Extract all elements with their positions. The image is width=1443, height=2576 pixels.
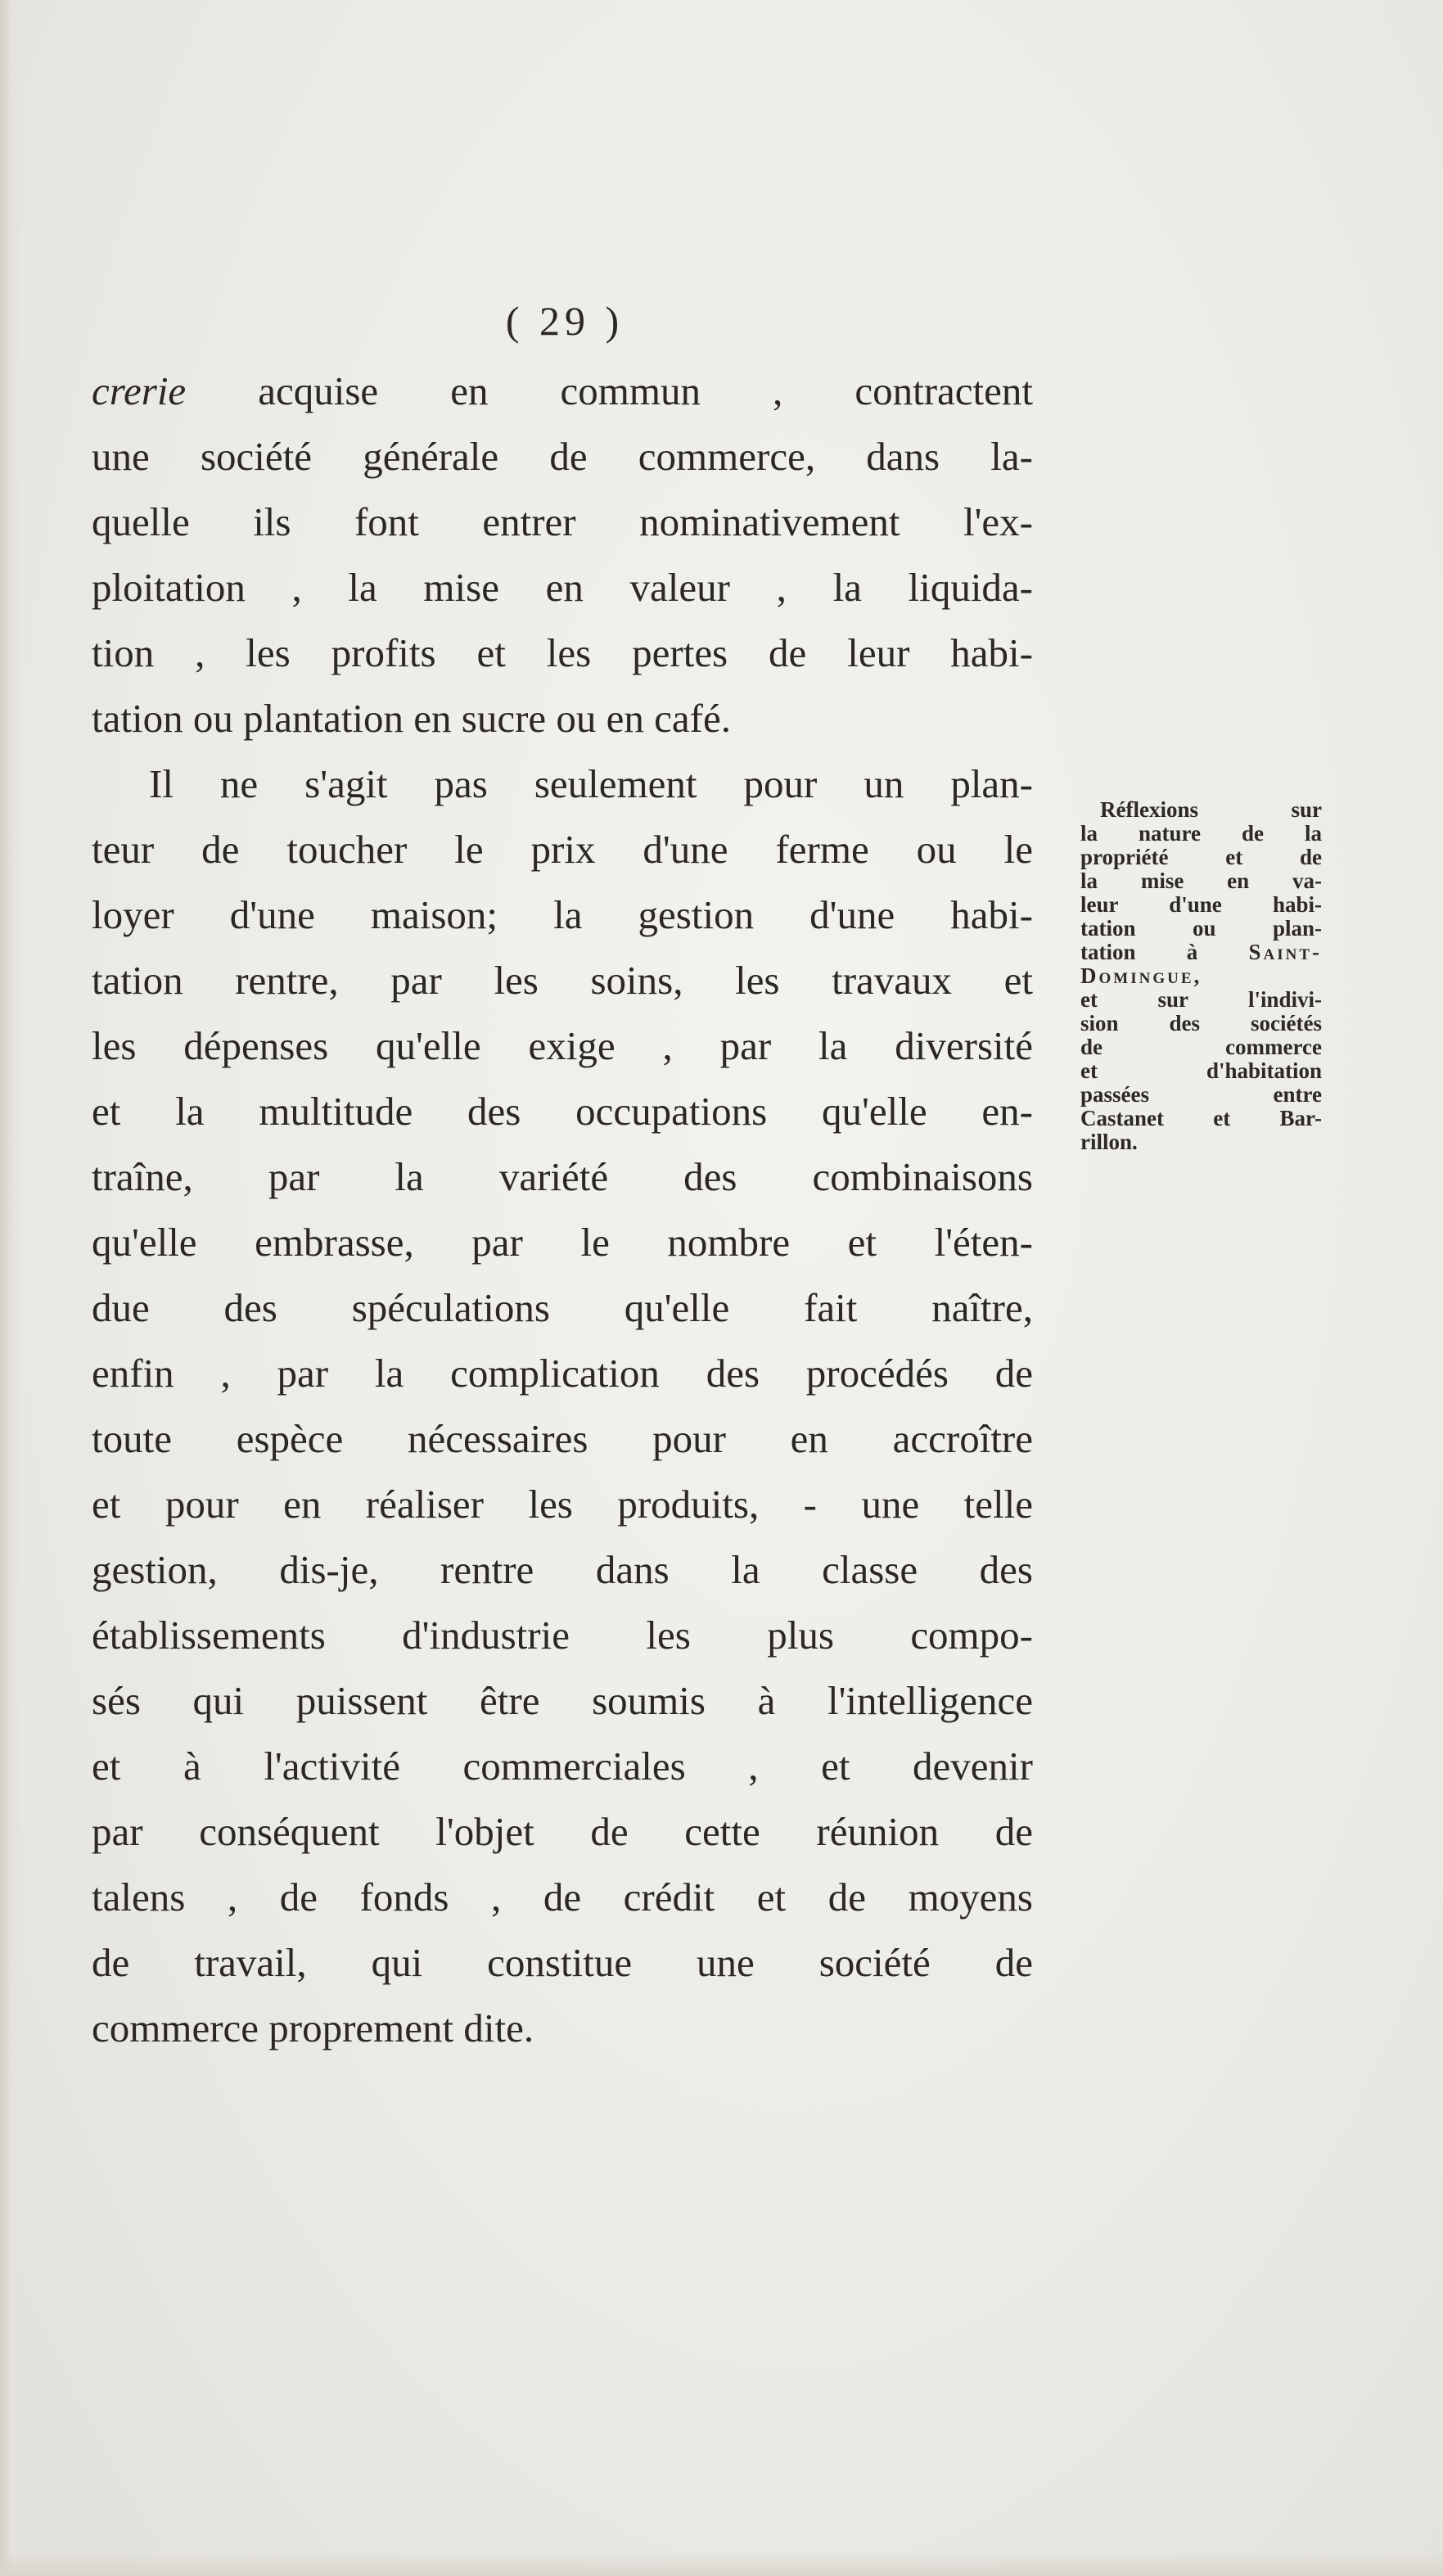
margin-note-line: tation ou plan- [1080, 916, 1322, 941]
page-number: ( 29 ) [505, 298, 625, 344]
margin-note-line-domingue [1080, 964, 1322, 988]
text-line: et la multitude des occupations qu'elle en- [92, 1089, 1033, 1134]
page-bottom-shadow [0, 2551, 1443, 2576]
margin-note-line: rillon. [1080, 1130, 1138, 1154]
margin-note-line: propriété et de [1080, 845, 1322, 869]
text-line: établissements d'industrie les plus compo- [92, 1613, 1033, 1658]
text-line: une société générale de commerce, dans la- [92, 434, 1033, 479]
italic-word: crerie [92, 368, 187, 413]
margin-note-line: et d'habitation [1080, 1058, 1322, 1083]
text-line: talens , de fonds , de crédit et de moyens [92, 1874, 1033, 1920]
text-line: tation ou plantation en sucre ou en café. [92, 696, 731, 741]
margin-note-line: sion des sociétés [1080, 1011, 1322, 1035]
margin-note-line: et sur l'indivi- [1080, 987, 1322, 1012]
text-line-1 [92, 359, 1033, 424]
text-line: teur de toucher le prix d'une ferme ou le [92, 827, 1033, 872]
main-text-block [92, 359, 1033, 2061]
margin-note-smallcaps: Domingue, [1080, 963, 1202, 988]
text-line: enfin , par la complication des procédés de [92, 1351, 1033, 1396]
margin-note-line: de commerce [1080, 1035, 1322, 1059]
text-line: traîne, par la variété des combinaisons [92, 1154, 1033, 1199]
text-line: commerce proprement dite. [92, 2005, 534, 2050]
text-line: de travail, qui constitue une société de [92, 1940, 1033, 1985]
paragraph-start-line: Il ne s'agit pas seulement pour un plan- [149, 761, 1033, 806]
text-line: les dépenses qu'elle exige , par la diversité [92, 1023, 1033, 1068]
text-line: qu'elle embrasse, par le nombre et l'éten- [92, 1220, 1033, 1265]
text-line: sés qui puissent être soumis à l'intelligence [92, 1678, 1033, 1723]
margin-note-line: la mise en va- [1080, 868, 1322, 893]
text-line: par conséquent l'objet de cette réunion de [92, 1809, 1033, 1854]
text-line: toute espèce nécessaires pour en accroître [92, 1416, 1033, 1461]
text-line-1-rest: acquise en commun , contractent [186, 368, 1033, 413]
text-line: ploitation , la mise en valeur , la liquida- [92, 565, 1033, 610]
margin-note-line-saint [1080, 941, 1322, 964]
margin-note-line: passées entre [1080, 1082, 1322, 1107]
text-line: loyer d'une maison; la gestion d'une habi- [92, 892, 1033, 937]
text-line: due des spéculations qu'elle fait naître, [92, 1285, 1033, 1330]
text-line: gestion, dis-je, rentre dans la classe des [92, 1547, 1033, 1592]
text-line: tation rentre, par les soins, les travaux et [92, 958, 1033, 1003]
margin-note-prefix: tation à [1080, 940, 1249, 964]
margin-note [1080, 798, 1322, 1154]
text-line: et pour en réaliser les produits, - une telle [92, 1482, 1033, 1527]
text-line: tion , les profits et les pertes de leur habi- [92, 630, 1033, 675]
text-line: quelle ils font entrer nominativement l'ex- [92, 499, 1033, 544]
margin-note-line: Réflexions sur [1100, 797, 1322, 822]
text-line: et à l'activité commerciales , et devenir [92, 1744, 1033, 1789]
margin-note-line: Castanet et Bar- [1080, 1106, 1322, 1130]
page-gutter-shadow [0, 0, 21, 2576]
margin-note-smallcaps: Saint- [1248, 940, 1322, 964]
margin-note-line: la nature de la [1080, 821, 1322, 846]
margin-note-line: leur d'une habi- [1080, 892, 1322, 917]
